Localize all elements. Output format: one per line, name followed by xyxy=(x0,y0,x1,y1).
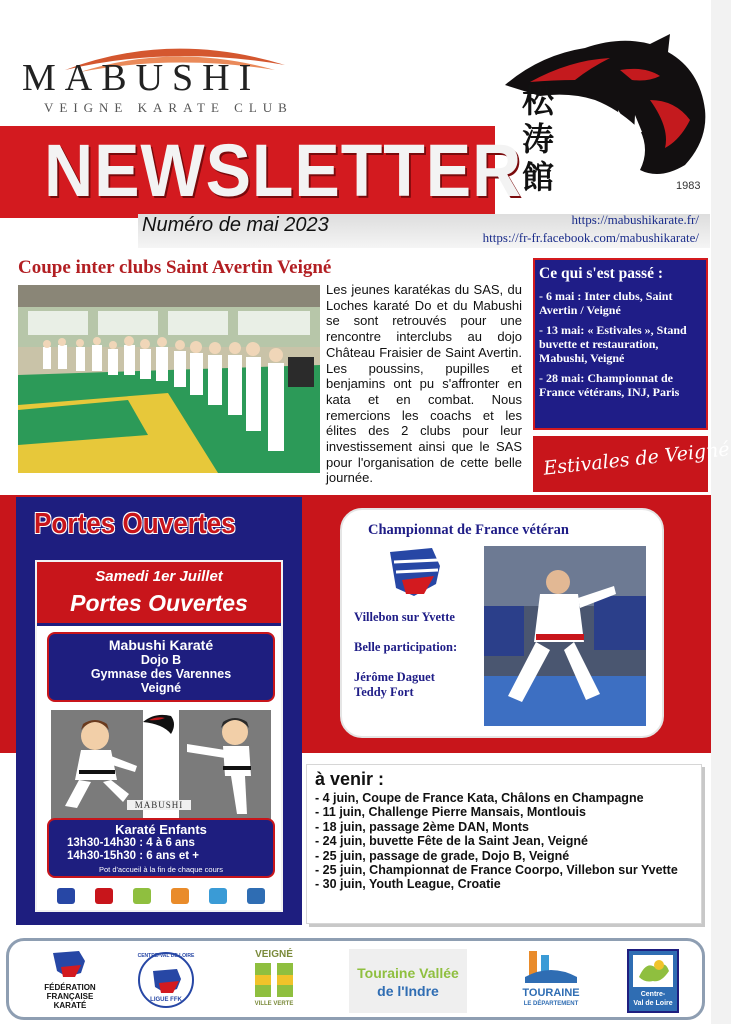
past-events-box xyxy=(533,258,708,430)
flyer-tiger-icon xyxy=(141,710,177,736)
flyer-slot: 14h30-15h30 : 6 ans et + xyxy=(67,850,200,862)
region-line: Centre- xyxy=(640,991,666,998)
flyer-dojo: Dojo B xyxy=(140,653,182,667)
championnat-location: Villebon sur Yvette xyxy=(354,610,455,624)
flyer-sponsor-icon xyxy=(171,888,189,904)
flyer-header xyxy=(37,562,281,626)
upcoming-event-item: - 24 juin, buvette Fête de la Saint Jean, Veigné xyxy=(315,834,588,849)
flyer-sponsor-icon xyxy=(209,888,227,904)
ligue-line: CENTRE-VAL DE LOIRE xyxy=(137,953,195,959)
sponsor-region xyxy=(627,949,679,1013)
dojo-photo xyxy=(18,285,320,473)
championnat-athlete: Teddy Fort xyxy=(354,685,414,699)
upcoming-event-item: - 25 juin, passage de grade, Dojo B, Veigné xyxy=(315,848,570,863)
facebook-link[interactable]: https://fr-fr.facebook.com/mabushikarate/ xyxy=(482,230,699,245)
tvi-line: Touraine Vallée xyxy=(357,965,459,981)
sponsor-veigne xyxy=(249,949,299,1013)
sponsor-bar xyxy=(6,938,705,1020)
ligue-line: LIGUE FFK xyxy=(150,997,182,1003)
flyer-sponsor-icon xyxy=(247,888,265,904)
website-link[interactable]: https://mabushikarate.fr/ xyxy=(571,212,699,227)
ffk-line: FRANÇAISE xyxy=(46,992,94,1001)
flyer-mabushi-logo: MABUSHI xyxy=(127,800,191,810)
upcoming-events-title: à venir : xyxy=(315,769,385,789)
flyer-city: Veigné xyxy=(140,681,182,695)
flyer-sponsors xyxy=(47,884,275,908)
upcoming-event-item: - 25 juin, Championnat de France Coorpo, Villebon sur Yvette xyxy=(315,863,678,878)
upcoming-events-card xyxy=(306,764,702,924)
championnat-result: Belle participation: xyxy=(354,640,458,654)
estivales-logo xyxy=(533,436,731,492)
flyer-venue-box xyxy=(47,632,275,702)
flyer-club: Mabushi Karaté xyxy=(108,637,214,653)
flyer-note: Pot d'accueil à la fin de chaque cours xyxy=(98,865,223,874)
past-event-item: - 28 mai: Championnat de France vétérans, INJ, Paris xyxy=(539,371,680,399)
touraine-line: LE DÉPARTEMENT xyxy=(523,1001,579,1007)
upcoming-event-item: - 4 juin, Coupe de France Kata, Châlons en Champagne xyxy=(315,791,644,805)
championnat-card xyxy=(340,508,664,738)
club-name: MABUSHI xyxy=(22,57,261,99)
flyer-heading: Portes Ouvertes xyxy=(70,590,248,616)
veigne-logo-icon xyxy=(255,963,293,997)
past-events-title: Ce qui s'est passé : xyxy=(539,265,664,282)
upcoming-event-item: - 11 juin, Challenge Pierre Mansais, Montlouis xyxy=(315,805,586,820)
ffk-line: FÉDÉRATION xyxy=(44,983,96,992)
flyer-sponsor-icon xyxy=(133,888,151,904)
issue-number: Numéro de mai 2023 xyxy=(142,214,329,236)
article-body: Les jeunes karatékas du SAS, du Loches karaté Do et du Mabushi se sont retrouvés pour une rencontre interclubs au dojo Château Fraisier de Saint Avertin. Les poussins, pupilles et benjamins ont pu s'affronter en kata et en combat. Nous remercions les coachs et les élites des 2 clubs pour leur investissement ainsi que le SAS pour l'organisation de cette belle journée. xyxy=(326,282,522,486)
sponsor-ligue xyxy=(135,949,197,1013)
touraine-line: TOURAINE xyxy=(522,987,580,999)
sponsor-ffk xyxy=(35,949,105,1013)
upcoming-event-item: - 30 juin, Youth League, Croatie xyxy=(315,877,501,892)
article-title: Coupe inter clubs Saint Avertin Veigné xyxy=(18,257,332,278)
estivales-logo-text: Estivales de Veigné xyxy=(542,438,731,480)
ffk-logo-icon xyxy=(51,949,87,979)
flyer-date: Samedi 1er Juillet xyxy=(95,568,223,585)
championnat-photo xyxy=(484,546,646,726)
flyer-sponsor-icon xyxy=(57,888,75,904)
touraine-logo-icon xyxy=(525,949,577,983)
newsletter-title: NEWSLETTER xyxy=(44,129,523,212)
tvi-line: de l'Indre xyxy=(377,983,439,999)
portes-ouvertes-flyer xyxy=(35,560,283,912)
upcoming-event-item: - 18 juin, passage 2ème DAN, Monts xyxy=(315,819,529,834)
karate-kid-right-icon xyxy=(179,710,271,820)
flyer-kids-box xyxy=(47,818,275,878)
past-event-item: - 13 mai: « Estivales », Stand buvette et restauration, Mabushi, Veigné xyxy=(539,323,687,365)
sponsor-touraine xyxy=(513,949,589,1013)
kanji-shotokan: 松涛館 xyxy=(522,82,555,196)
veigne-line: VEIGNÉ xyxy=(255,949,293,960)
flyer-slot: 13h30-14h30 : 4 à 6 ans xyxy=(67,837,195,849)
flyer-sponsor-icon xyxy=(95,888,113,904)
veigne-line: VILLE VERTE xyxy=(254,1001,294,1007)
region-line: Val de Loire xyxy=(633,1000,673,1007)
past-event-item: - 6 mai : Inter clubs, Saint Avertin / Veigné xyxy=(539,289,673,317)
ffk-fist-icon xyxy=(384,544,446,602)
championnat-athlete: Jérôme Daguet xyxy=(354,670,435,684)
championnat-title: Championnat de France vétéran xyxy=(368,522,569,538)
sponsor-touraine-vallee xyxy=(349,949,467,1013)
ffk-line: KARATÉ xyxy=(53,1001,87,1010)
flyer-gym: Gymnase des Varennes xyxy=(90,667,232,681)
club-subtitle: VEIGNE KARATE CLUB xyxy=(44,100,293,115)
flyer-kids-title: Karaté Enfants xyxy=(115,822,207,837)
founding-year: 1983 xyxy=(676,180,701,192)
portes-ouvertes-title: Portes Ouvertes xyxy=(34,508,236,540)
